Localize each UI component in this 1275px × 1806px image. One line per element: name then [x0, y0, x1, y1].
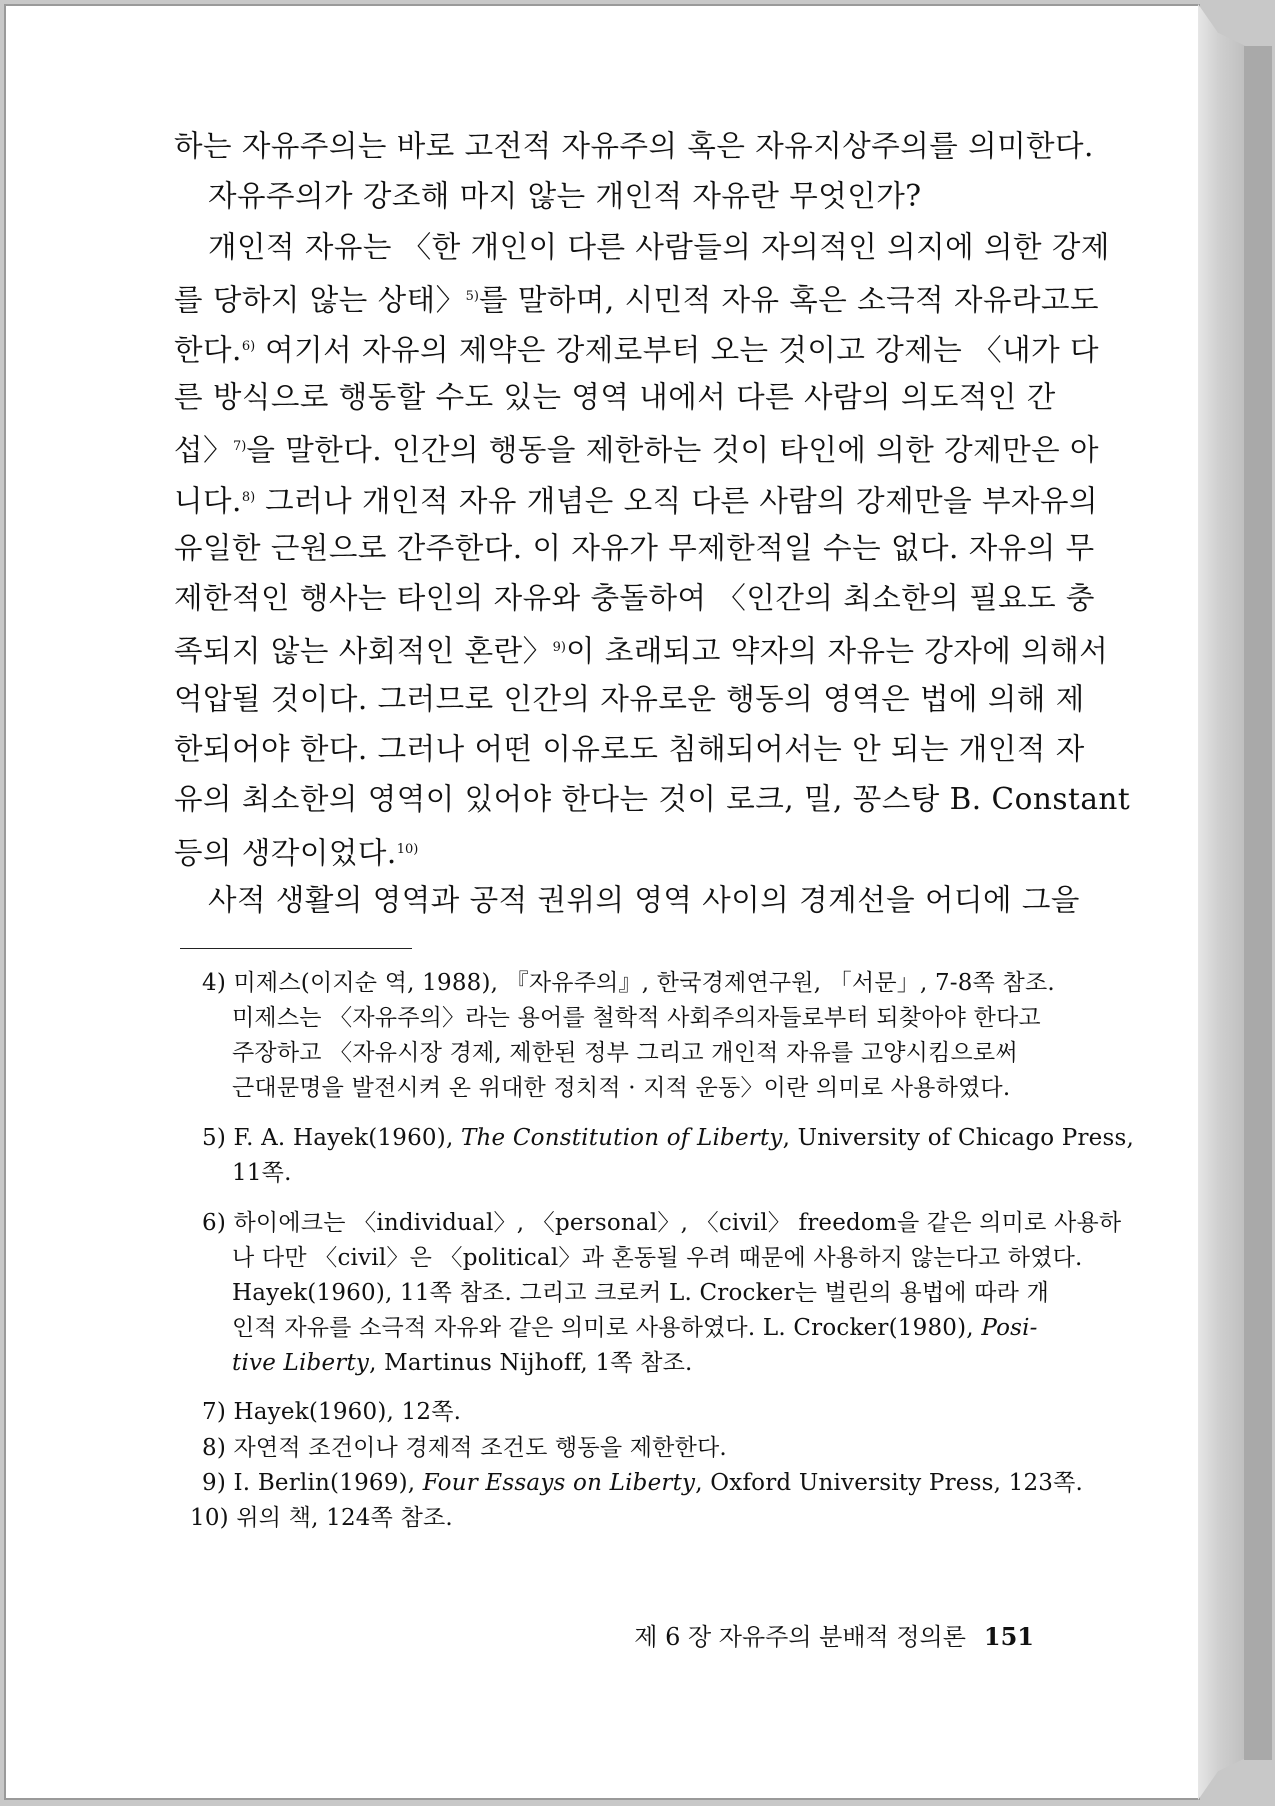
book-page: [4, 4, 1200, 1800]
body-line-5: 한다.$^{6)}$ 여기서 자유의 제약은 강제로부터 오는 것이고 강제는 〈내가 다: [174, 333, 1100, 367]
page-stack-edge: [1198, 4, 1248, 1800]
body-line-7: 섭〉$^{7)}$을 말한다. 인간의 행동을 제한하는 것이 타인에 의한 강제만은 아: [174, 433, 1100, 467]
body-line-14: 유의 최소한의 영역이 있어야 한다는 것이 로크, 밀, 꽁스탕 B. Constant: [174, 782, 1131, 816]
chapter-title: 제 6 장 자유주의 분배적 정의론: [634, 1623, 966, 1651]
footnote-6: 6) 하이에크는 〈individual〉, 〈personal〉, 〈civil〉 freedom을 같은 의미로 사용하: [202, 1210, 1122, 1236]
footnote-6-cont-3: 인적 자유를 소극적 자유와 같은 의미로 사용하였다. L. Crocker(1980), Posi-: [232, 1315, 1038, 1341]
footnote-5: 5) F. A. Hayek(1960), The Constitution of Liberty, University of Chicago Press,: [202, 1125, 1135, 1151]
body-line-13: 한되어야 한다. 그러나 어떤 이유로도 침해되어서는 안 되는 개인적 자: [174, 732, 1085, 766]
body-line-6: 른 방식으로 행동할 수도 있는 영역 내에서 다른 사람의 의도적인 간: [174, 380, 1056, 414]
page-number: 151: [983, 1622, 1034, 1651]
footnote-4: 4) 미제스(이지순 역, 1988), 『자유주의』, 한국경제연구원, 「서문」, 7-8쪽 참조.: [202, 970, 1055, 996]
footnote-9: 9) I. Berlin(1969), Four Essays on Liberty, Oxford University Press, 123쪽.: [202, 1470, 1084, 1496]
body-line-16: 사적 생활의 영역과 공적 권위의 영역 사이의 경계선을 어디에 그을: [208, 883, 1080, 917]
body-line-11: 족되지 않는 사회적인 혼란〉$^{9)}$이 초래되고 약자의 자유는 강자에 의해서: [174, 634, 1109, 668]
footnote-4-cont-3: 근대문명을 발전시켜 온 위대한 정치적 · 지적 운동〉이란 의미로 사용하였다.: [232, 1075, 1011, 1101]
page-shadow: [1244, 46, 1272, 1760]
footnote-ref-8: 8): [241, 490, 256, 505]
body-line-15: 등의 생각이었다.$^{10)}$: [174, 836, 419, 870]
footnote-6-cont-2: Hayek(1960), 11쪽 참조. 그리고 크로커 L. Crocker는 벌린의 용법에 따라 개: [232, 1280, 1049, 1306]
body-line-10: 제한적인 행사는 타인의 자유와 충돌하여 〈인간의 최소한의 필요도 충: [174, 581, 1095, 615]
running-footer: [6, 1622, 1034, 1652]
footnote-ref-5: 5): [465, 289, 479, 304]
body-line-4: 를 당하지 않는 상태〉$^{5)}$를 말하며, 시민적 자유 혹은 소극적 자유라고도: [174, 283, 1100, 317]
footnote-6-cont-1: 나 다만 〈civil〉은 〈political〉과 혼동될 우려 때문에 사용하지 않는다고 하였다.: [232, 1245, 1083, 1271]
footnote-5-cont: 11쪽.: [232, 1160, 292, 1186]
footnote-4-cont-2: 주장하고 〈자유시장 경제, 제한된 정부 그리고 개인적 자유를 고양시킴으로써: [232, 1040, 1018, 1066]
footnote-4-cont-1: 미제스는 〈자유주의〉라는 용어를 철학적 사회주의자들로부터 되찾아야 한다고: [232, 1005, 1041, 1031]
footnote-ref-6: 6): [241, 339, 256, 354]
body-line-9: 유일한 근원으로 간주한다. 이 자유가 무제한적일 수는 없다. 자유의 무: [174, 531, 1095, 565]
body-line-1: 하는 자유주의는 바로 고전적 자유주의 혹은 자유지상주의를 의미한다.: [174, 129, 1094, 163]
body-line-2: 자유주의가 강조해 마지 않는 개인적 자유란 무엇인가?: [208, 179, 922, 213]
footnote-separator: [180, 948, 412, 949]
footnote-10: 10) 위의 책, 124쪽 참조.: [190, 1505, 453, 1531]
footnote-ref-7: 7): [233, 439, 247, 454]
body-line-3: 개인적 자유는 〈한 개인이 다른 사람들의 자의적인 의지에 의한 강제: [208, 230, 1110, 264]
footnote-ref-10: 10): [396, 842, 419, 857]
footnote-8: 8) 자연적 조건이나 경제적 조건도 행동을 제한한다.: [202, 1435, 727, 1461]
body-line-8: 니다.$^{8)}$ 그러나 개인적 자유 개념은 오직 다른 사람의 강제만을 부자유의: [174, 484, 1099, 518]
footnote-7: 7) Hayek(1960), 12쪽.: [202, 1399, 462, 1425]
footnote-ref-9: 9): [552, 640, 566, 655]
footnote-6-cont-4: tive Liberty, Martinus Nijhoff, 1쪽 참조.: [232, 1350, 693, 1376]
body-line-12: 억압될 것이다. 그러므로 인간의 자유로운 행동의 영역은 법에 의해 제: [174, 682, 1085, 716]
